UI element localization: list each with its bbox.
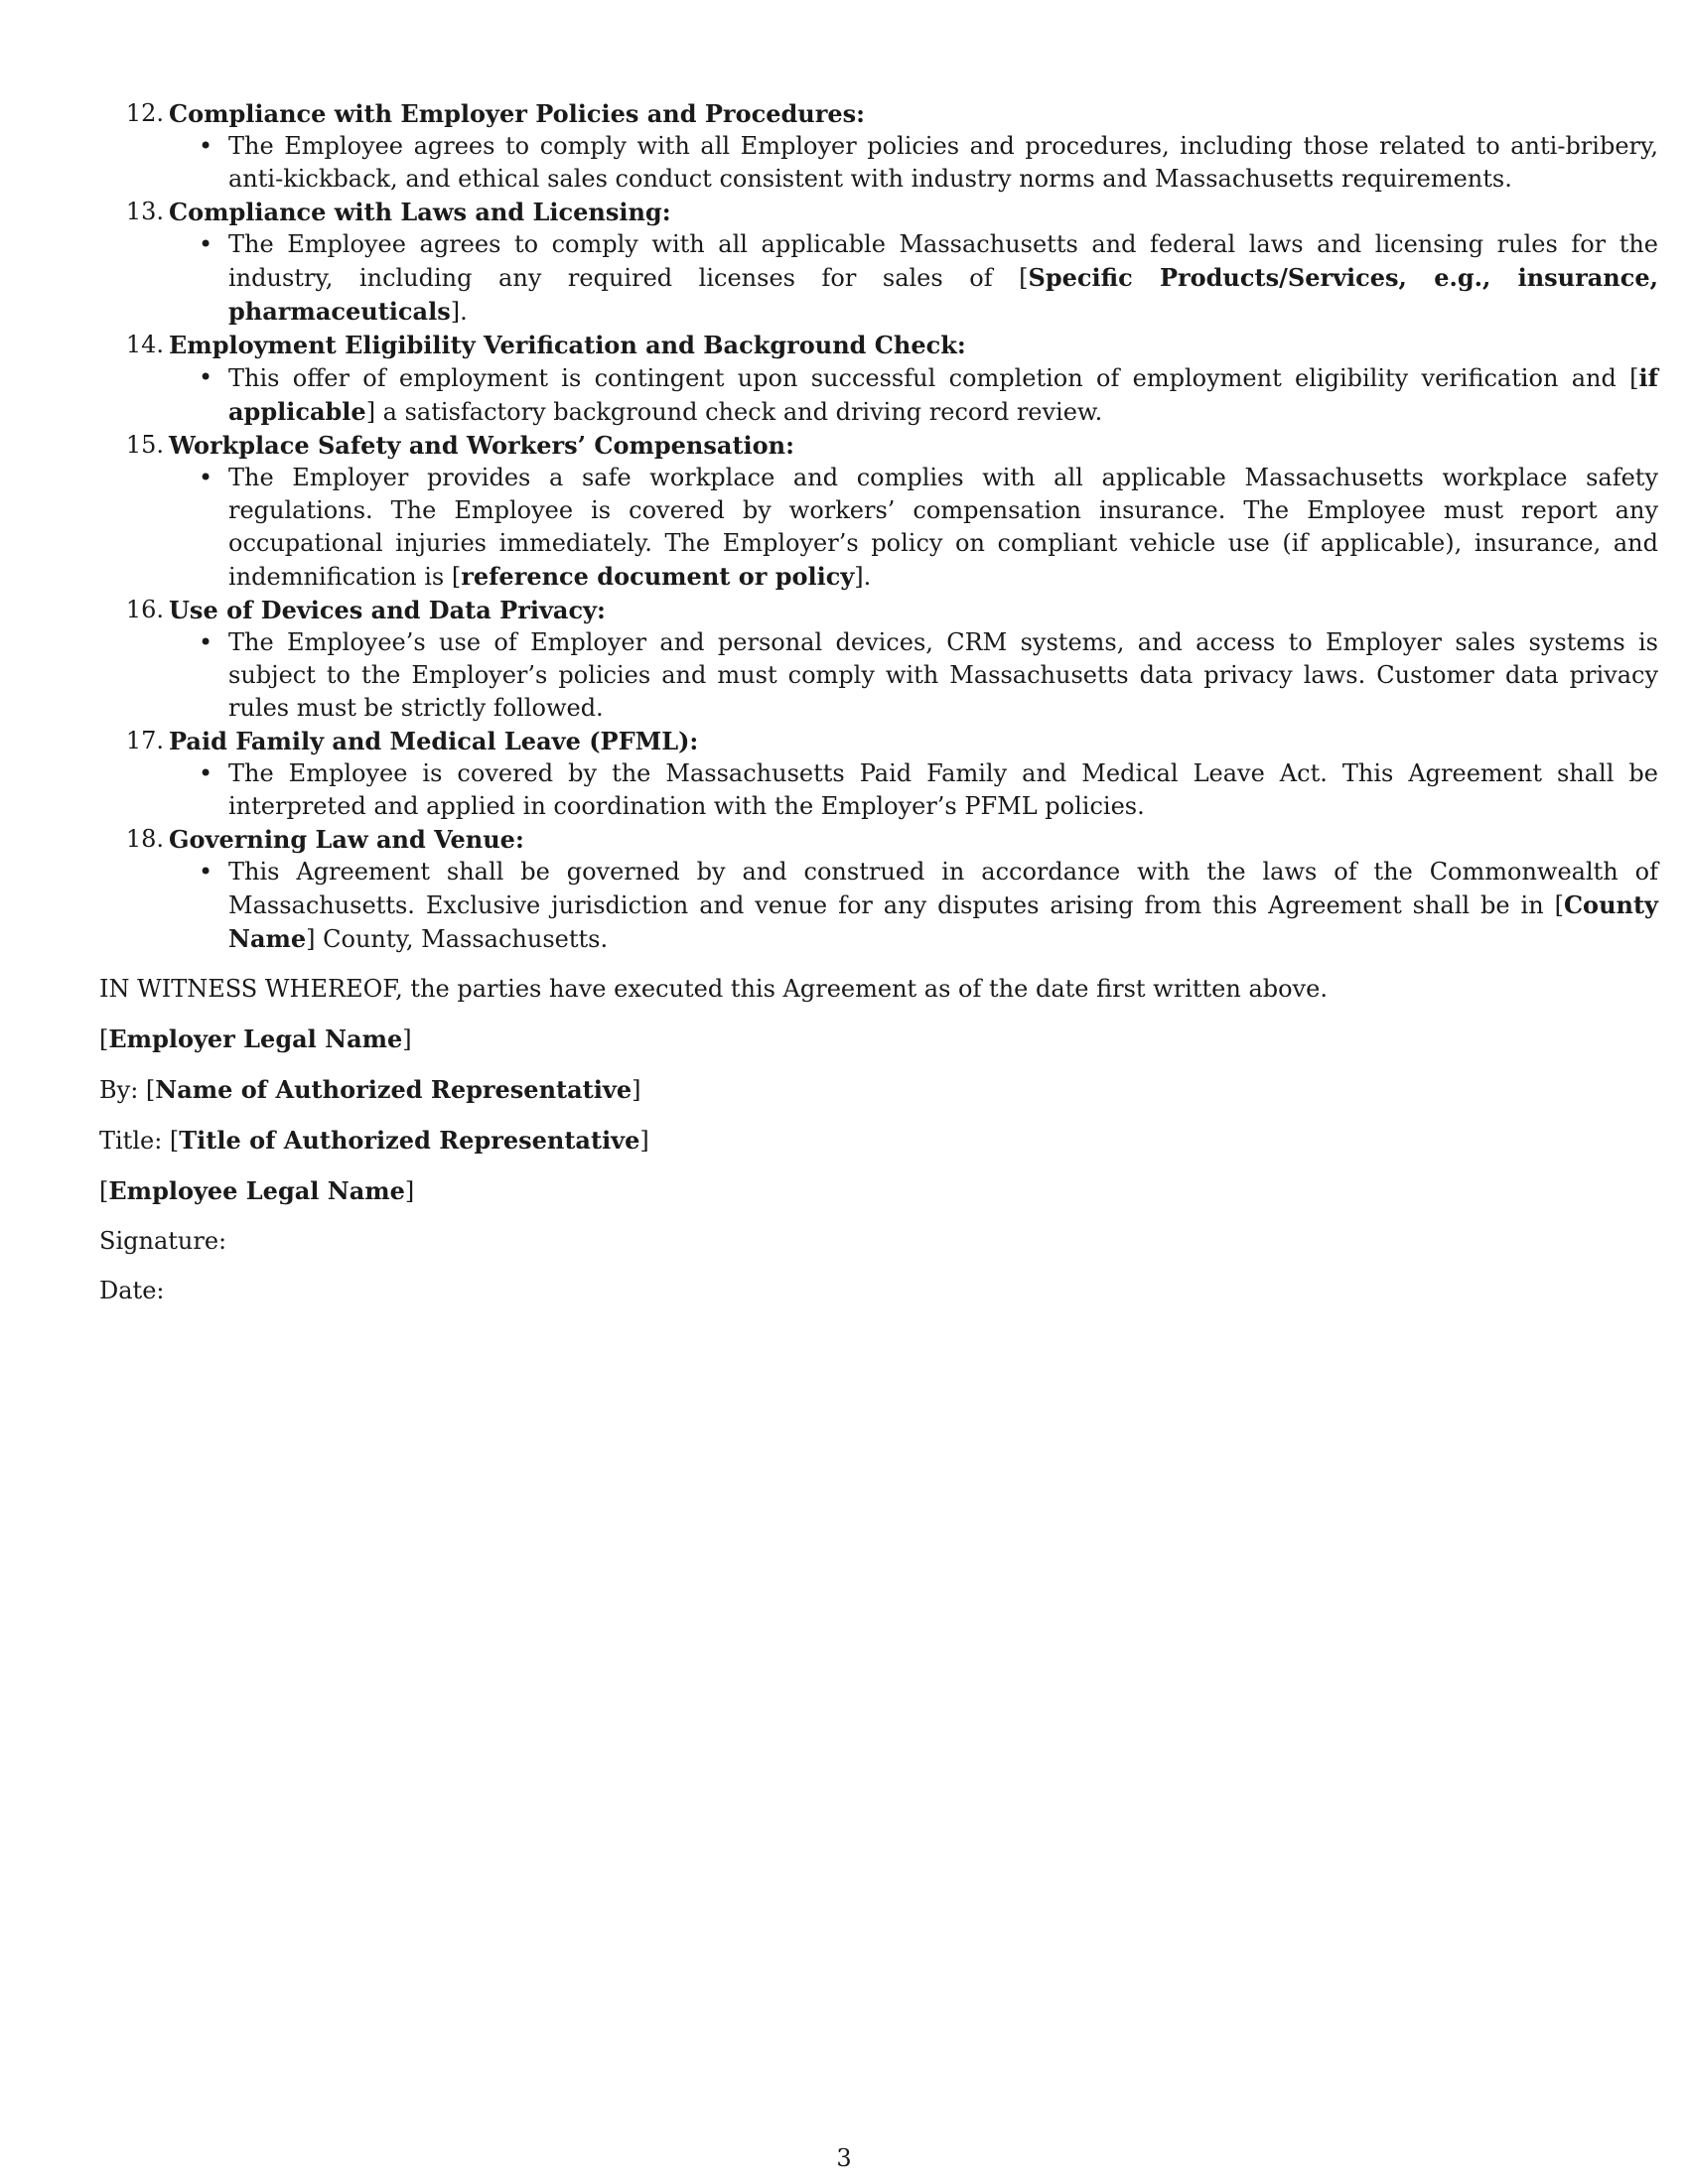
section-number: 15. [125, 431, 164, 459]
bullet-icon: • [199, 363, 213, 391]
section-number: 17. [125, 727, 164, 754]
section-12 [99, 97, 1658, 196]
section-number: 12. [125, 99, 164, 127]
signature-block [99, 973, 1589, 1307]
date-line: Date: [99, 1277, 165, 1304]
section-heading: Governing Law and Venue: [169, 825, 524, 854]
section-heading: Paid Family and Medical Leave (PFML): [169, 727, 699, 755]
section-number: 16. [125, 596, 164, 623]
bullet-icon: • [199, 132, 213, 160]
section-16 [99, 594, 1658, 725]
by-line: By: [Name of Authorized Representative] [99, 1075, 641, 1104]
section-bullet: • This Agreement shall be governed by and construed in accordance with the laws of the Commonwealth of Massachusetts. Exclusive jurisdiction and venue for any disputes arising from this Agreement shall be in [County Name] County, Massachusetts. [199, 858, 1658, 953]
employer-name-line: [Employer Legal Name] [99, 1024, 412, 1053]
employee-name-line: [Employee Legal Name] [99, 1176, 415, 1205]
bullet-icon: • [199, 230, 213, 258]
section-heading: Workplace Safety and Workers’ Compensation: [169, 431, 794, 460]
section-number: 13. [125, 198, 164, 225]
placeholder-field: County Name [228, 890, 1658, 953]
section-bullet: • The Employer provides a safe workplace and complies with all applicable Massachusetts workplace safety regulations. The Employee is covered by workers’ compensation insurance. The Employee must report any occupational injuries immediately. The Employer’s policy on compliant vehicle use (if applicable), insurance, and indemnification is [reference document or policy]. [199, 464, 1658, 591]
section-17 [99, 725, 1658, 823]
section-heading: Employment Eligibility Verification and Background Check: [169, 331, 966, 359]
section-heading: Use of Devices and Data Privacy: [169, 596, 606, 624]
placeholder-field: if applicable [228, 363, 1658, 426]
section-bullet: • The Employee agrees to comply with all Employer policies and procedures, including those related to anti-bribery, anti-kickback, and ethical sales conduct consistent with industry norms and Massachusetts requirements. [199, 132, 1658, 193]
section-bullet: • This offer of employment is contingent upon successful completion of employment eligibility verification and [if applicable] a satisfactory background check and driving record review. [199, 363, 1658, 426]
placeholder-field: reference document or policy [461, 562, 855, 591]
bullet-icon: • [199, 628, 213, 656]
bullet-icon: • [199, 858, 213, 886]
section-18 [99, 823, 1658, 956]
bullet-icon: • [199, 464, 213, 491]
signature-line: Signature: [99, 1227, 227, 1255]
section-heading: Compliance with Employer Policies and Procedures: [169, 99, 865, 128]
section-bullet: • The Employee’s use of Employer and personal devices, CRM systems, and access to Employer sales systems is subject to the Employer’s policies and must comply with Massachusetts data privacy laws. Customer data privacy rules must be strictly followed. [199, 628, 1658, 722]
section-bullet: • The Employee agrees to comply with all applicable Massachusetts and federal laws and licensing rules for the industry, including any required licenses for sales of [Specific Products/Services, e.g., insurance, pharmaceuticals]. [199, 230, 1658, 326]
document-page [99, 97, 1658, 1324]
section-number: 18. [125, 825, 164, 853]
section-heading: Compliance with Laws and Licensing: [169, 198, 671, 226]
section-number: 14. [125, 331, 164, 358]
section-13 [99, 196, 1658, 329]
placeholder-field: Specific Products/Services, e.g., insurance, pharmaceuticals [228, 263, 1658, 326]
title-line: Title: [Title of Authorized Representative] [99, 1126, 649, 1155]
bullet-icon: • [199, 759, 213, 787]
witness-statement: IN WITNESS WHEREOF, the parties have executed this Agreement as of the date first written above. [99, 975, 1328, 1003]
section-14 [99, 329, 1658, 429]
page-number: 3 [836, 2144, 852, 2172]
numbered-sections [99, 97, 1658, 956]
section-bullet: • The Employee is covered by the Massachusetts Paid Family and Medical Leave Act. This Agreement shall be interpreted and applied in coordination with the Employer’s PFML policies. [199, 759, 1658, 820]
section-15 [99, 429, 1658, 594]
